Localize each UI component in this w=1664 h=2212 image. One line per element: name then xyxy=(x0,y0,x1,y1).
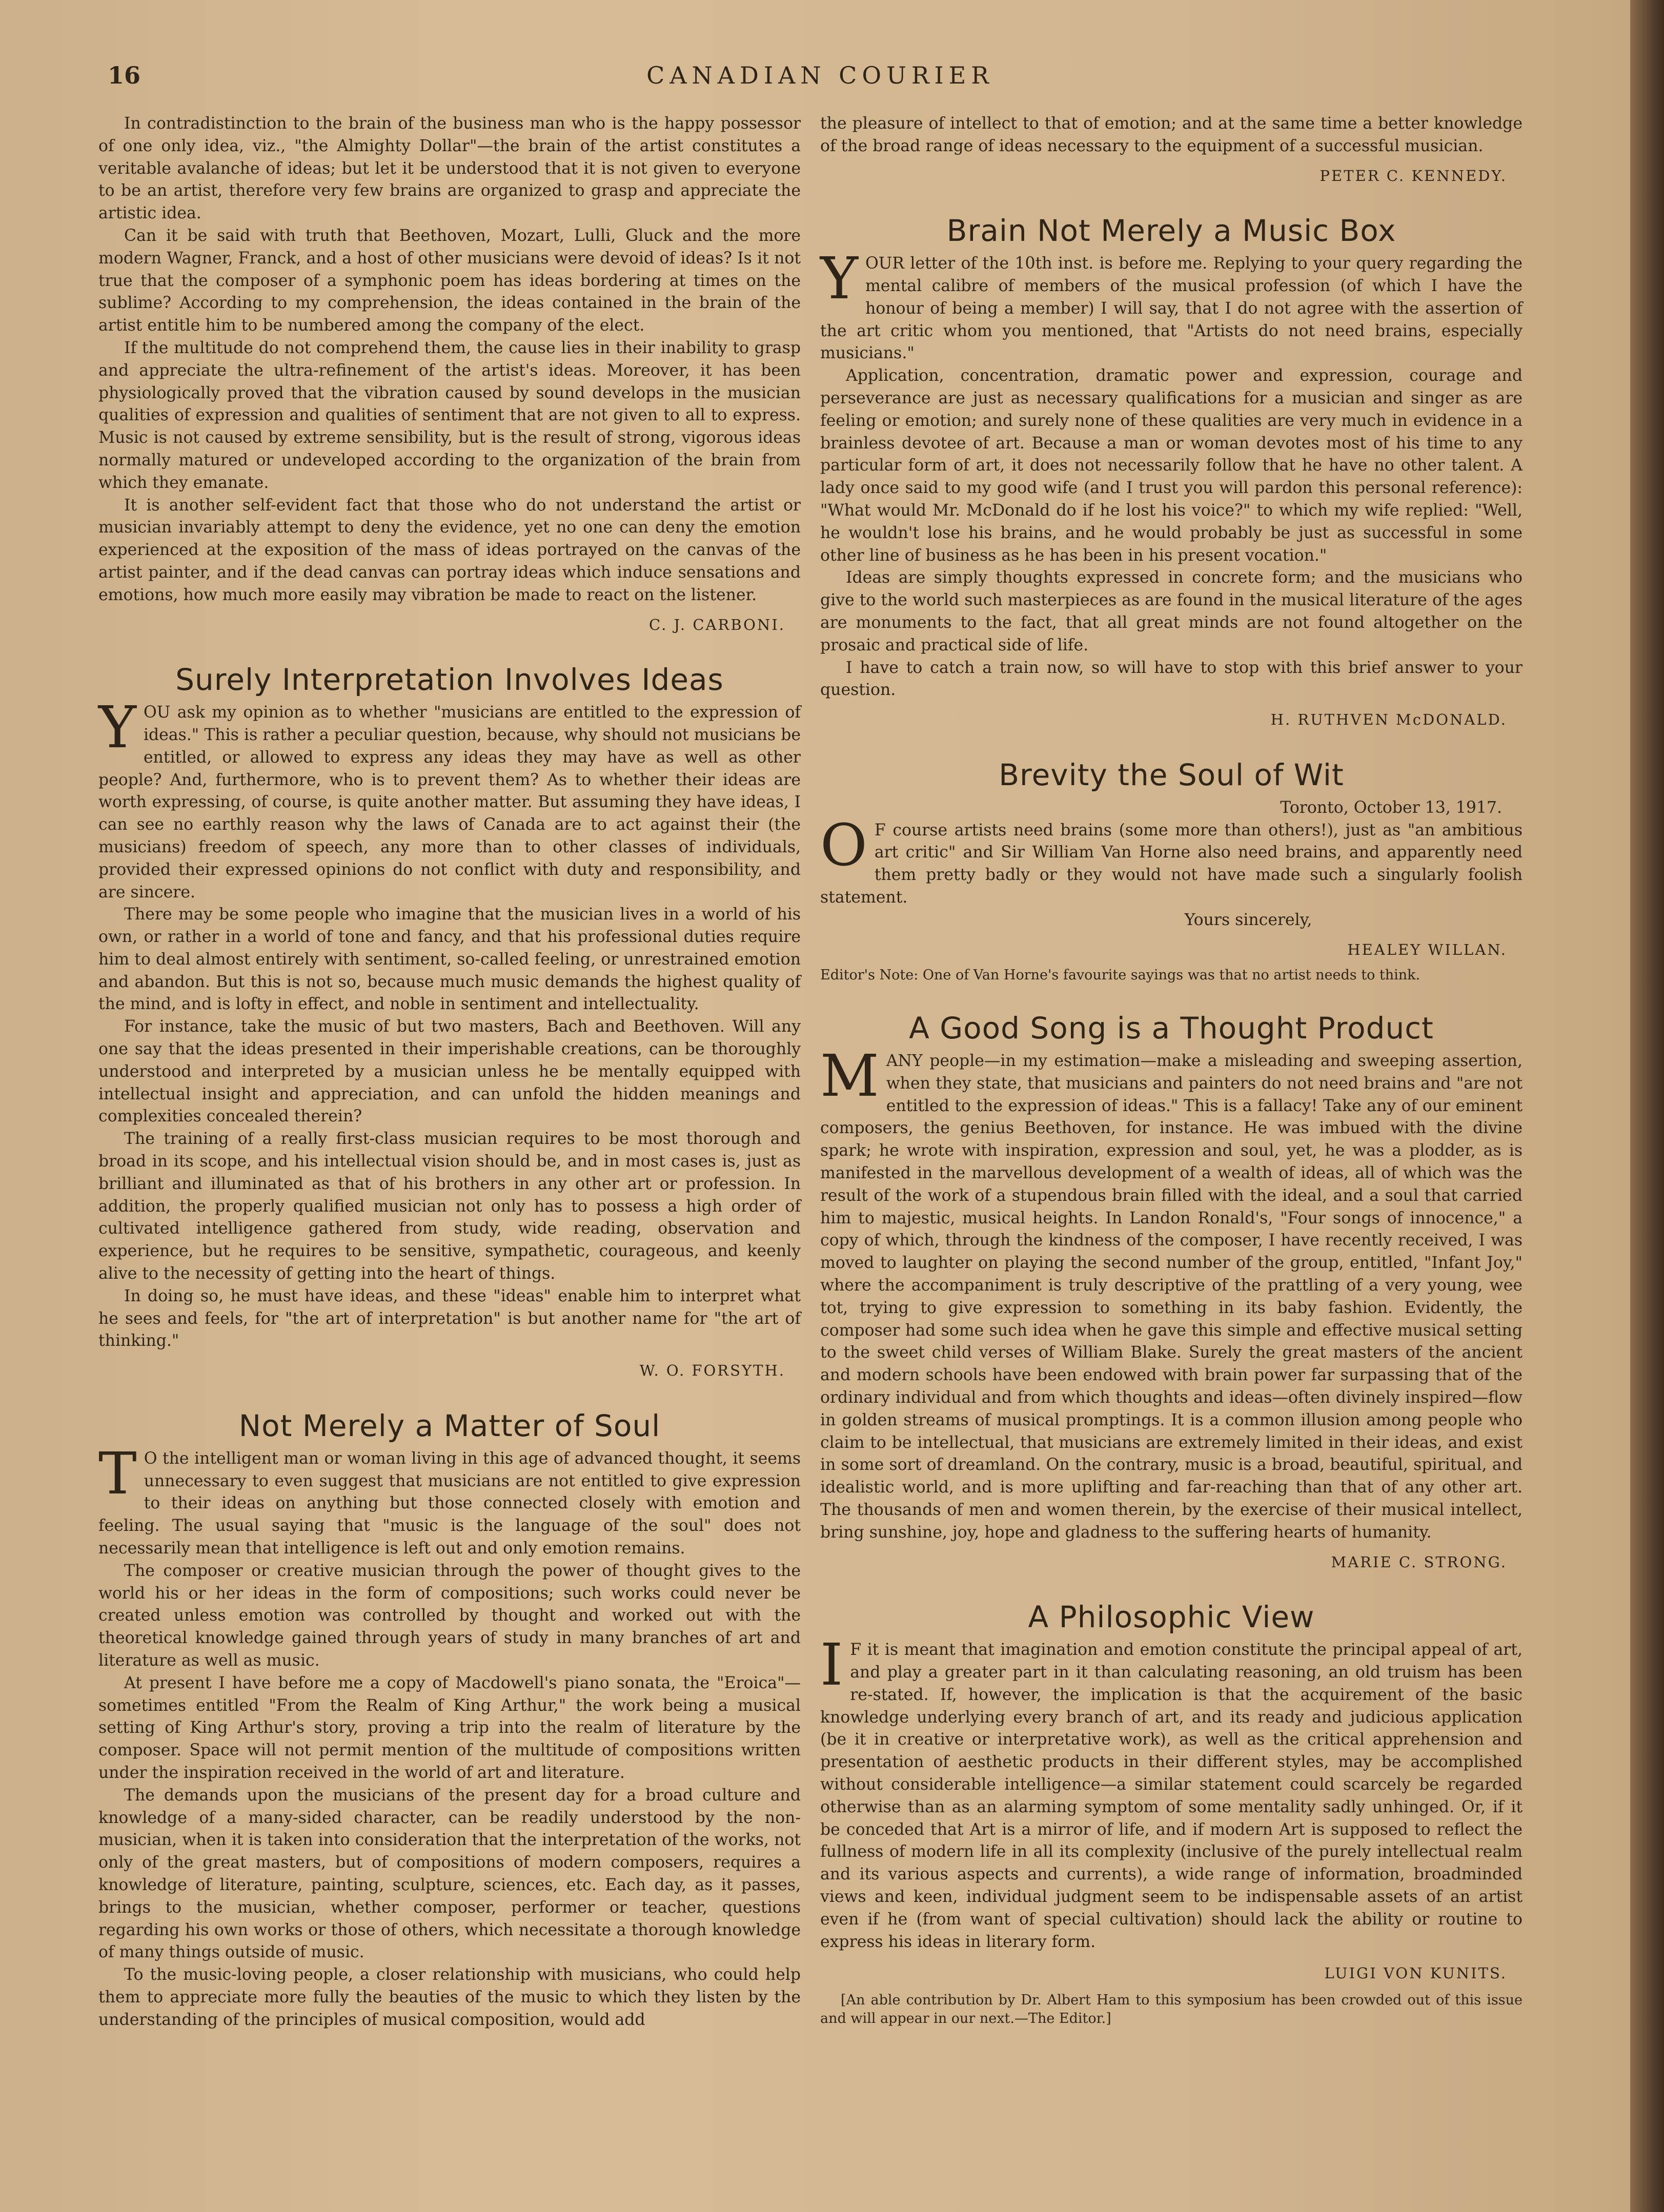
article-title: A Good Song is a Thought Product xyxy=(909,1011,1434,1046)
article-title: Surely Interpretation Involves Ideas xyxy=(175,662,724,698)
page-header xyxy=(103,62,1538,103)
lead-text: OUR letter of the 10th inst. is before me. Replying to your query regarding the mental calibre of members of the musical profession (of which I have the honour of being a member) I will say, that I do not agree with the assertion of the art critic whom you mentioned, that "Artists do not need brains, especially musicians." xyxy=(820,254,1523,363)
drop-cap: Y xyxy=(820,245,858,313)
paragraph: In contradistinction to the brain of the business man who is the happy possessor of one only idea, viz., "the Almighty Dollar"—the brain of the artist constitutes a veritable avalanche of ideas; but let it be understood that it is not given to everyone to be an artist, therefore very few brains are organized to grasp and appreciate the artistic idea. xyxy=(98,114,801,223)
drop-cap: M xyxy=(820,1043,879,1110)
paragraph: The training of a really first-class musician requires to be most thorough and broad in its scope, and his intellectual vision should be, and in most cases is, just as brilliant and illuminated as that of his brothers in any other art or profession. In addition, the properly qualified musician not only has to possess a high order of cultivated intelligence gathered from study, wide reading, observation and experience, but he requires to be sensitive, sympathetic, courageous, and keenly alive to the necessity of getting into the heart of things. xyxy=(98,1130,801,1283)
article-lead-paragraph xyxy=(820,812,1523,909)
publication-title: CANADIAN COURIER xyxy=(646,62,994,89)
paragraph: I have to catch a train now, so will have to stop with this brief answer to your question. xyxy=(820,658,1523,700)
lead-text: ANY people—in my estimation—make a misleading and sweeping assertion, when they state, that musicians and painters do not need brains and "are not entitled to the expression of ideas." This is a fallacy! Take any of our eminent composers, the genius Beethoven, for instance. He was imbued with the divine spark; he wrote with inspiration, expression and soul, yet, he was a plodder, as is manifested in the marvellous development of a wealth of ideas, all of which was the result of the work of a stupendous brain filled with the ideal, and a soul that carried him to majestic, musical heights. In Landon Ronald's, "Four songs of innocence," a copy of which, through the kindness of the composer, I have recently received, I was moved to laughter on playing the second number of the group, entitled, "Infant Joy," where the accompaniment is truly descriptive of the prattling of a very young, wee tot, trying to give expression to something in its baby fashion. Evidently, the composer had some such idea when he gave this simple and effective musical setting to the sweet child verses of William Blake. Surely the great masters of the ancient and modern schools have been endowed with brain power far surpassing that of the ordinary individual and from which thoughts and ideas—often divinely inspired—flow in golden streams of musical promptings. It is a common illusion among people who claim to be intellectual, that musicians are extremely limited in their ideas, and exist in some sort of dreamland. On the contrary, music is a broad, beautiful, spiritual, and idealistic world, and is more uplifting and far-reaching than that of any other art. The thousands of men and women therein, by the exercise of their musical intellect, bring sunshine, joy, hope and gladness to the suffering hearts of humanity. xyxy=(820,1052,1523,1542)
article-lead-paragraph xyxy=(98,694,801,904)
lead-text: F course artists need brains (some more than others!), just as "an ambitious art critic" and Sir William Van Horne also need brains, and apparently need them pretty badly or they would not have made such a singularly foolish statement. xyxy=(820,821,1523,907)
lead-text: O the intelligent man or woman living in this age of advanced thought, it seems unnecessary to even suggest that musicians are not entitled to give expression to their ideas on anything but those connected closely with emotion and feeling. The usual saying that "music is the language of the soul" does not necessarily mean that intelligence is left out and only emotion remains. xyxy=(98,1449,801,1558)
letter-closing: Yours sincerely, xyxy=(1184,910,1312,929)
paragraph: If the multitude do not comprehend them, the cause lies in their inability to grasp and appreciate the ultra-refinement of the artist's ideas. Moreover, it has been physiologically proved that the vibration caused by sound develops in the musician qualities of expression and qualities of sentiment that are not given to all to express. Music is not caused by extreme sensibility, but is the result of strong, vigorous ideas normally matured or undeveloped according to the organization of the brain from which they emanate. xyxy=(98,338,801,492)
editor-note: [An able contribution by Dr. Albert Ham to this symposium has been crowded out of this issue and will appear in our next.—The Editor.] xyxy=(820,1992,1523,2027)
lead-text: OU ask my opinion as to whether "musicians are entitled to the expression of ideas." This is rather a peculiar question, because, why should not musicians be entitled, or allowed to express any ideas they may have as well as other people? And, furthermore, who is to prevent them? As to whether their ideas are worth expressing, of course, is quite another matter. But assuming they have ideas, I can see no earthly reason why the laws of Canada are to act against their (the musicians) freedom of speech, any more than to other classes of individuals, provided their expressed opinions do not conflict with duty and responsibility, and are sincere. xyxy=(98,703,801,902)
paragraph: There may be some people who imagine that the musician lives in a world of his own, or rather in a world of tone and fancy, and that his professional duties require him to deal almost entirely with sentiment, so-called feeling, or unrestrained emotion and abandon. But this is not so, because much music demands the highest quality of the mind, and is lofty in effect, and noble in sentiment and intellectuality. xyxy=(98,905,801,1014)
article-title: Brevity the Soul of Wit xyxy=(999,757,1344,792)
article-lead-paragraph xyxy=(820,1043,1523,1544)
dateline: Toronto, October 13, 1917. xyxy=(1280,798,1502,817)
left-column xyxy=(98,113,801,2032)
editor-note: Editor's Note: One of Van Horne's favourite sayings was that no artist needs to think. xyxy=(820,967,1421,984)
paragraph: Ideas are simply thoughts expressed in concrete form; and the musicians who give to the world such masterpieces as are found in the musical literature of the ages are monuments to the fact, that all great minds are not found altogether on the prosaic and practical side of life. xyxy=(820,568,1523,654)
author-signature: W. O. FORSYTH. xyxy=(639,1362,785,1380)
article-title: Not Merely a Matter of Soul xyxy=(238,1408,661,1444)
page-number: 16 xyxy=(108,62,141,89)
article-lead-paragraph xyxy=(820,245,1523,365)
paragraph: Application, concentration, dramatic power and expression, courage and perseverance are just as necessary qualifications for a musician and singer as are feeling or emotion; and surely none of these qualities are very much in evidence in a brainless devotee of art. Because a man or woman devotes most of his time to any particular form of art, it does not necessarily follow that he have no other talent. A lady once said to my good wife (and I trust you will pardon this personal reference): "What would Mr. McDonald do if he lost his voice?" to which my wife replied: "Well, he wouldn't lose his brains, and he would probably be just as successful in some other line of business as he has been in his present vocation." xyxy=(820,366,1523,565)
drop-cap: O xyxy=(820,812,867,879)
article-title: Brain Not Merely a Music Box xyxy=(946,213,1396,249)
lead-text: F it is meant that imagination and emotion constitute the principal appeal of art, and play a greater part in it than calculating reasoning, an old truism has been re-stated. If, however, the implication is that the acquirement of the basic knowledge underlying every branch of art, and its ready and judicious application (be it in creative or interpretative work), as well as the critical apprehension and presentation of aesthetic products in their different styles, may be accomplished without considerable intelligence—a similar statement could scarcely be regarded otherwise than as an alarming symptom of some mentality sadly unhinged. Or, if it be conceded that Art is a mirror of life, and if modern Art is supposed to reflect the fullness of modern life in all its complexity (inclusive of the purely intellectual realm and its various aspects and currents), a wide range of information, broadminded views and keen, individual judgment seem to be indispensable assets of an artist even if he (from want of special cultivation) should lack the ability or routine to express his ideas in literary form. xyxy=(820,1641,1523,1951)
author-signature: HEALEY WILLAN. xyxy=(1347,940,1507,958)
paragraph: The demands upon the musicians of the present day for a broad culture and knowledge of a many-sided character, can be readily understood by the non-musician, when it is taken into consideration that the interpretation of the works, not only of the great masters, but of compositions of modern composers, requires a knowledge of literature, painting, sculpture, sciences, etc. Each day, as it passes, brings to the musician, whether composer, performer or teacher, questions regarding his own works or those of others, which necessitate a thorough knowledge of many things outside of music. xyxy=(98,1786,801,1962)
binding-edge xyxy=(1630,0,1664,2212)
drop-cap: T xyxy=(98,1440,137,1507)
drop-cap: Y xyxy=(98,694,136,762)
author-signature: MARIE C. STRONG. xyxy=(1331,1553,1507,1571)
paragraph: At present I have before me a copy of Macdowell's piano sonata, the "Eroica"—sometimes entitled "From the Realm of King Arthur," the work being a musical setting of King Arthur's story, proving a trip into the realm of literature by the composer. Space will not permit mention of the multitude of compositions written under the inspiration received in the world of art and literature. xyxy=(98,1673,801,1782)
drop-cap: I xyxy=(820,1632,843,1699)
article-lead-paragraph xyxy=(98,1440,801,1560)
author-signature: H. RUTHVEN McDONALD. xyxy=(1270,711,1507,729)
paragraph: In doing so, he must have ideas, and these "ideas" enable him to interpret what he sees and feels, for "the art of interpretation" is but another name for "the art of thinking." xyxy=(98,1286,801,1350)
author-signature: PETER C. KENNEDY. xyxy=(1320,167,1507,185)
article-lead-paragraph xyxy=(820,1632,1523,1953)
article-title: A Philosophic View xyxy=(1028,1600,1315,1635)
paragraph: The composer or creative musician through the power of thought gives to the world his or her ideas in the form of compositions; such works could never be created unless emotion was controlled by thought and worked out with the theoretical knowledge gained through years of study in many branches of art and literature as well as music. xyxy=(98,1561,801,1670)
author-signature: C. J. CARBONI. xyxy=(648,616,785,633)
paragraph: For instance, take the music of but two masters, Bach and Beethoven. Will any one say that the ideas presented in their imperishable creations, can be thoroughly understood and interpreted by a musician unless he be mentally equipped with intellectual insight and appreciation, and can unfold the hidden meanings and complexities concealed therein? xyxy=(98,1017,801,1126)
right-column xyxy=(820,113,1523,2028)
paragraph: It is another self-evident fact that those who do not understand the artist or musician invariably attempt to deny the evidence, yet no one can deny the emotion experienced at the exposition of the mass of ideas portrayed on the canvas of the artist painter, and if the dead canvas can portray ideas which induce sensations and emotions, how much more easily may vibration be made to react on the listener. xyxy=(98,496,801,604)
paragraph: Can it be said with truth that Beethoven, Mozart, Lulli, Gluck and the more modern Wagner, Franck, and a host of other musicians were devoid of ideas? Is it not true that the composer of a symphonic poem has ideas bordering at times on the sublime? According to my comprehension, the ideas contained in the brain of the artist entitle him to be numbered among the company of the elect. xyxy=(98,226,801,335)
paragraph: To the music-loving people, a closer relationship with musicians, who could help them to appreciate more fully the beauties of the music to which they listen by the understanding of the principles of musical composition, would add xyxy=(98,1965,801,2029)
paragraph: the pleasure of intellect to that of emotion; and at the same time a better knowledge of the broad range of ideas necessary to the equipment of a successful musician. xyxy=(820,114,1523,155)
author-signature: LUIGI VON KUNITS. xyxy=(1324,1964,1507,1982)
